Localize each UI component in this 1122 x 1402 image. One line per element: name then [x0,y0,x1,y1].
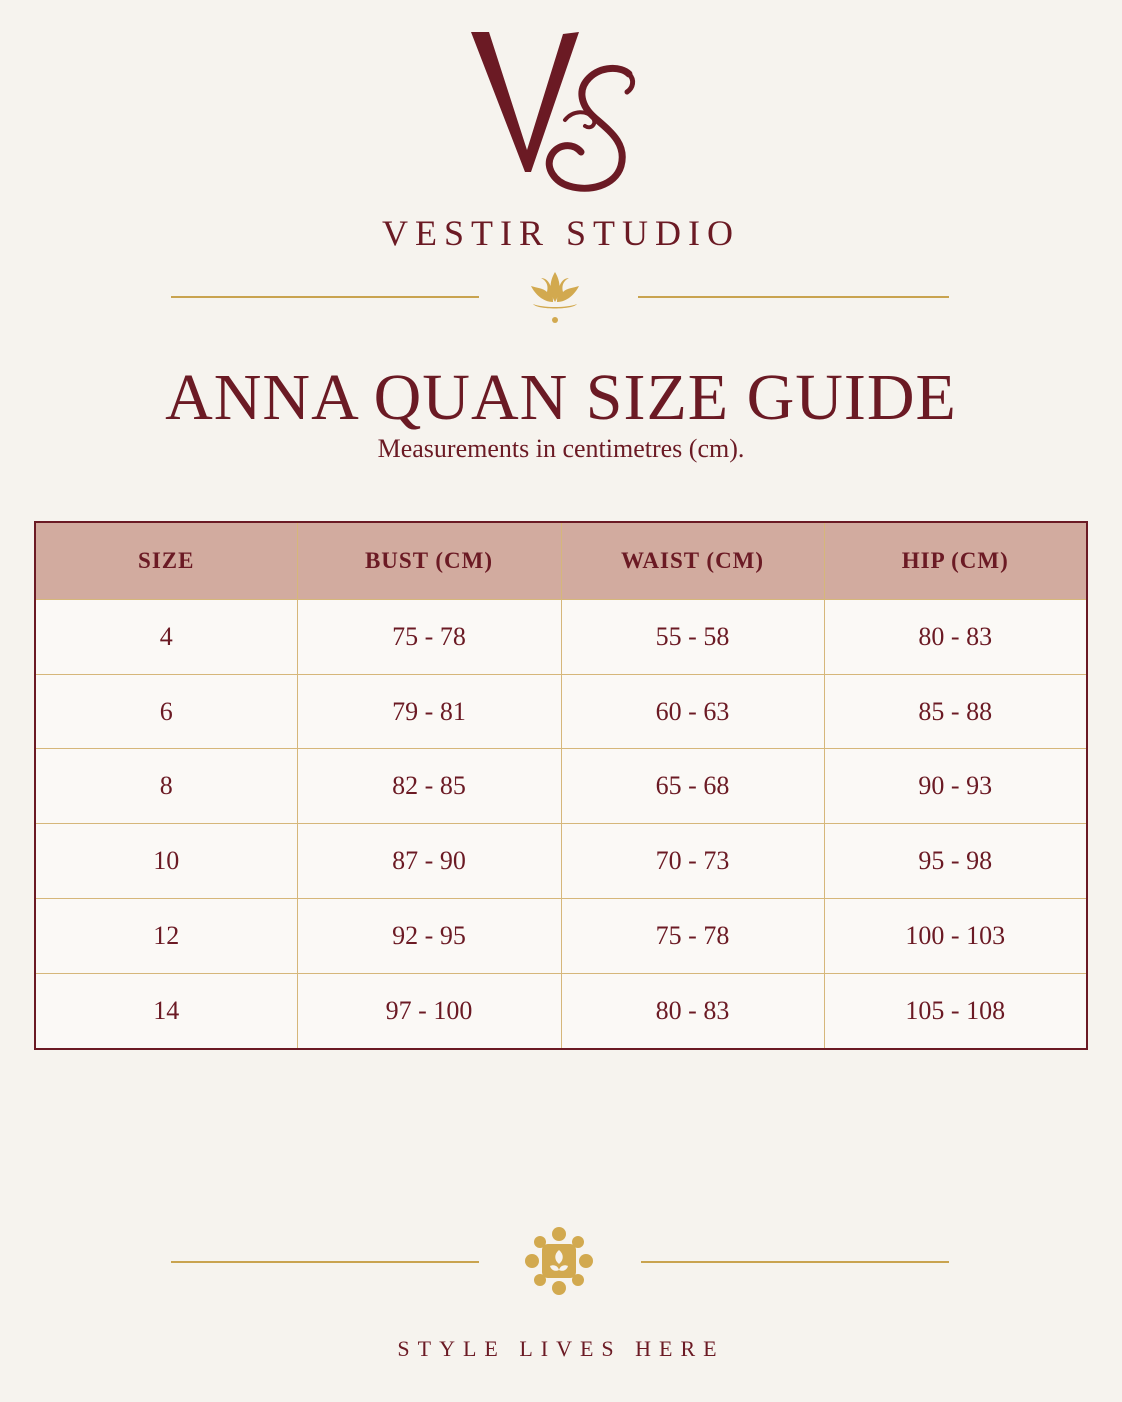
size-cell: 10 [35,824,297,899]
brand-name: VESTIR STUDIO [382,213,740,253]
size-table [34,521,1088,1050]
hip-cell: 95 - 98 [824,824,1087,899]
table-row [35,674,1087,749]
bust-cell: 82 - 85 [297,749,561,824]
waist-cell: 75 - 78 [561,898,824,973]
table-row [35,749,1087,824]
page-subtitle: Measurements in centimetres (cm). [377,434,745,463]
waist-cell: 60 - 63 [561,674,824,749]
fleur-de-lis-icon [523,268,587,326]
table-row [35,973,1087,1049]
hip-cell: 90 - 93 [824,749,1087,824]
page-title: ANNA QUAN SIZE GUIDE [165,361,957,434]
footer-tagline: STYLE LIVES HERE [397,1336,725,1361]
size-cell: 8 [35,749,297,824]
hip-cell: 100 - 103 [824,898,1087,973]
bust-cell: 79 - 81 [297,674,561,749]
table-row [35,824,1087,899]
hip-cell: 80 - 83 [824,600,1087,675]
waist-cell: 55 - 58 [561,600,824,675]
waist-cell: 80 - 83 [561,973,824,1049]
hip-cell: 105 - 108 [824,973,1087,1049]
waist-cell: 70 - 73 [561,824,824,899]
column-header-bust: BUST (CM) [297,522,561,600]
size-cell: 4 [35,600,297,675]
column-header-size: SIZE [35,522,297,600]
table-row [35,600,1087,675]
bust-cell: 92 - 95 [297,898,561,973]
size-cell: 12 [35,898,297,973]
bottom-divider-right [641,1261,949,1263]
table-header-row [35,522,1087,600]
size-cell: 6 [35,674,297,749]
column-header-hip: HIP (CM) [824,522,1087,600]
top-divider-left [171,296,479,298]
hip-cell: 85 - 88 [824,674,1087,749]
top-divider-right [638,296,949,298]
bust-cell: 87 - 90 [297,824,561,899]
bust-cell: 75 - 78 [297,600,561,675]
size-cell: 14 [35,973,297,1049]
column-header-waist: WAIST (CM) [561,522,824,600]
vs-monogram-logo [461,22,661,202]
table-row [35,898,1087,973]
bottom-divider-left [171,1261,479,1263]
floral-medallion-icon [522,1224,596,1298]
bust-cell: 97 - 100 [297,973,561,1049]
waist-cell: 65 - 68 [561,749,824,824]
